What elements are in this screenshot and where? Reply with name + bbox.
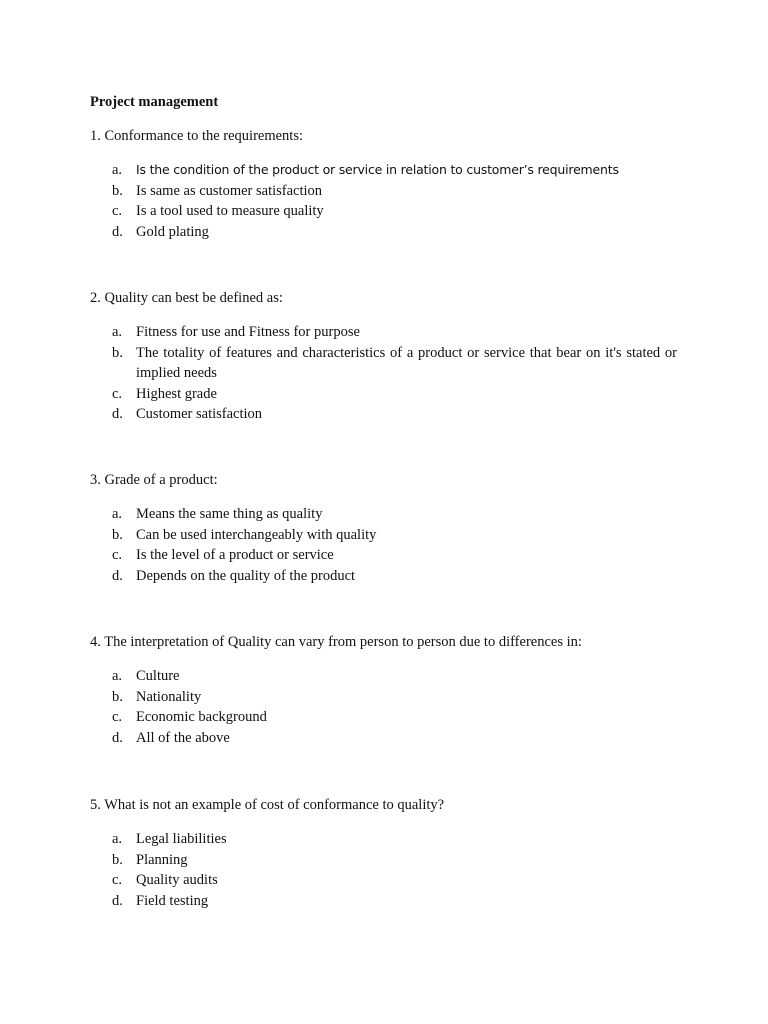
option-letter: d. [112, 223, 123, 240]
option-letter: a. [112, 506, 123, 522]
answer-option-b [90, 343, 690, 384]
option-text: Field testing [136, 892, 209, 909]
option-text: Legal liabilities [136, 831, 227, 847]
answer-option-a [90, 829, 690, 850]
answer-options [90, 160, 690, 242]
option-text: Means the same thing as quality [136, 506, 323, 522]
option-letter: c. [112, 872, 123, 888]
option-text: Quality audits [136, 872, 218, 888]
answer-options [90, 504, 690, 586]
option-letter: b. [112, 344, 123, 361]
option-letter: c. [112, 385, 123, 402]
question-text: 4. The interpretation of Quality can vary from person to person due to differences in: [90, 634, 582, 650]
answer-option-d [90, 222, 690, 243]
answer-option-b [90, 525, 690, 546]
question-text: 5. What is not an example of cost of conformance to quality? [90, 797, 445, 813]
answer-option-b [90, 687, 690, 708]
option-letter: a. [112, 324, 123, 340]
option-text: Depends on the quality of the product [136, 567, 356, 584]
answer-option-b [90, 181, 690, 202]
answer-option-a [90, 504, 690, 525]
option-text: Is a tool used to measure quality [136, 203, 324, 219]
option-letter: d. [112, 892, 123, 909]
answer-option-a [90, 322, 690, 343]
answer-option-d [90, 404, 690, 425]
option-letter: a. [112, 668, 123, 684]
option-letter: b. [112, 851, 123, 868]
option-text: Economic background [136, 709, 267, 725]
answer-option-a [90, 666, 690, 687]
answer-option-d [90, 566, 690, 587]
answer-options [90, 322, 690, 425]
option-text: Gold plating [136, 223, 209, 240]
option-text: Can be used interchangeably with quality [136, 526, 377, 543]
answer-options [90, 666, 690, 748]
question-text: 1. Conformance to the requirements: [90, 128, 304, 144]
option-text: Is same as customer satisfaction [136, 182, 323, 199]
option-letter: d. [112, 406, 123, 422]
answer-option-d [90, 728, 690, 749]
option-text: The totality of features and characteristics of a product or service that bear on it's stated or implied needs [136, 344, 677, 381]
option-text: Is the condition of the product or service in relation to customer’s requirements [136, 162, 619, 177]
document-title: Project management [90, 94, 219, 110]
answer-option-c [90, 384, 690, 405]
option-letter: d. [112, 729, 123, 746]
option-letter: c. [112, 547, 123, 563]
option-text: Is the level of a product or service [136, 547, 334, 563]
option-letter: d. [112, 567, 123, 584]
option-text: All of the above [136, 729, 230, 746]
option-letter: a. [112, 831, 123, 847]
answer-option-c [90, 545, 690, 566]
question-3 [90, 470, 690, 586]
option-text: Fitness for use and Fitness for purpose [136, 324, 360, 340]
answer-option-c [90, 870, 690, 891]
option-letter: c. [112, 203, 123, 219]
question-text: 3. Grade of a product: [90, 472, 218, 488]
option-letter: b. [112, 526, 123, 543]
question-2 [90, 288, 690, 425]
question-1 [90, 126, 690, 242]
answer-option-a [90, 160, 690, 181]
option-text: Customer satisfaction [136, 406, 263, 422]
option-text: Culture [136, 668, 180, 684]
option-letter: b. [112, 182, 123, 199]
question-5 [90, 795, 690, 911]
option-letter: c. [112, 709, 123, 725]
answer-option-c [90, 201, 690, 222]
option-text: Planning [136, 851, 188, 868]
question-text: 2. Quality can best be defined as: [90, 290, 283, 306]
answer-options [90, 829, 690, 911]
answer-option-c [90, 707, 690, 728]
option-text: Highest grade [136, 385, 217, 402]
answer-option-d [90, 891, 690, 912]
option-text: Nationality [136, 688, 202, 705]
option-letter: a. [112, 162, 123, 178]
question-4 [90, 632, 690, 748]
option-letter: b. [112, 688, 123, 705]
answer-option-b [90, 850, 690, 871]
